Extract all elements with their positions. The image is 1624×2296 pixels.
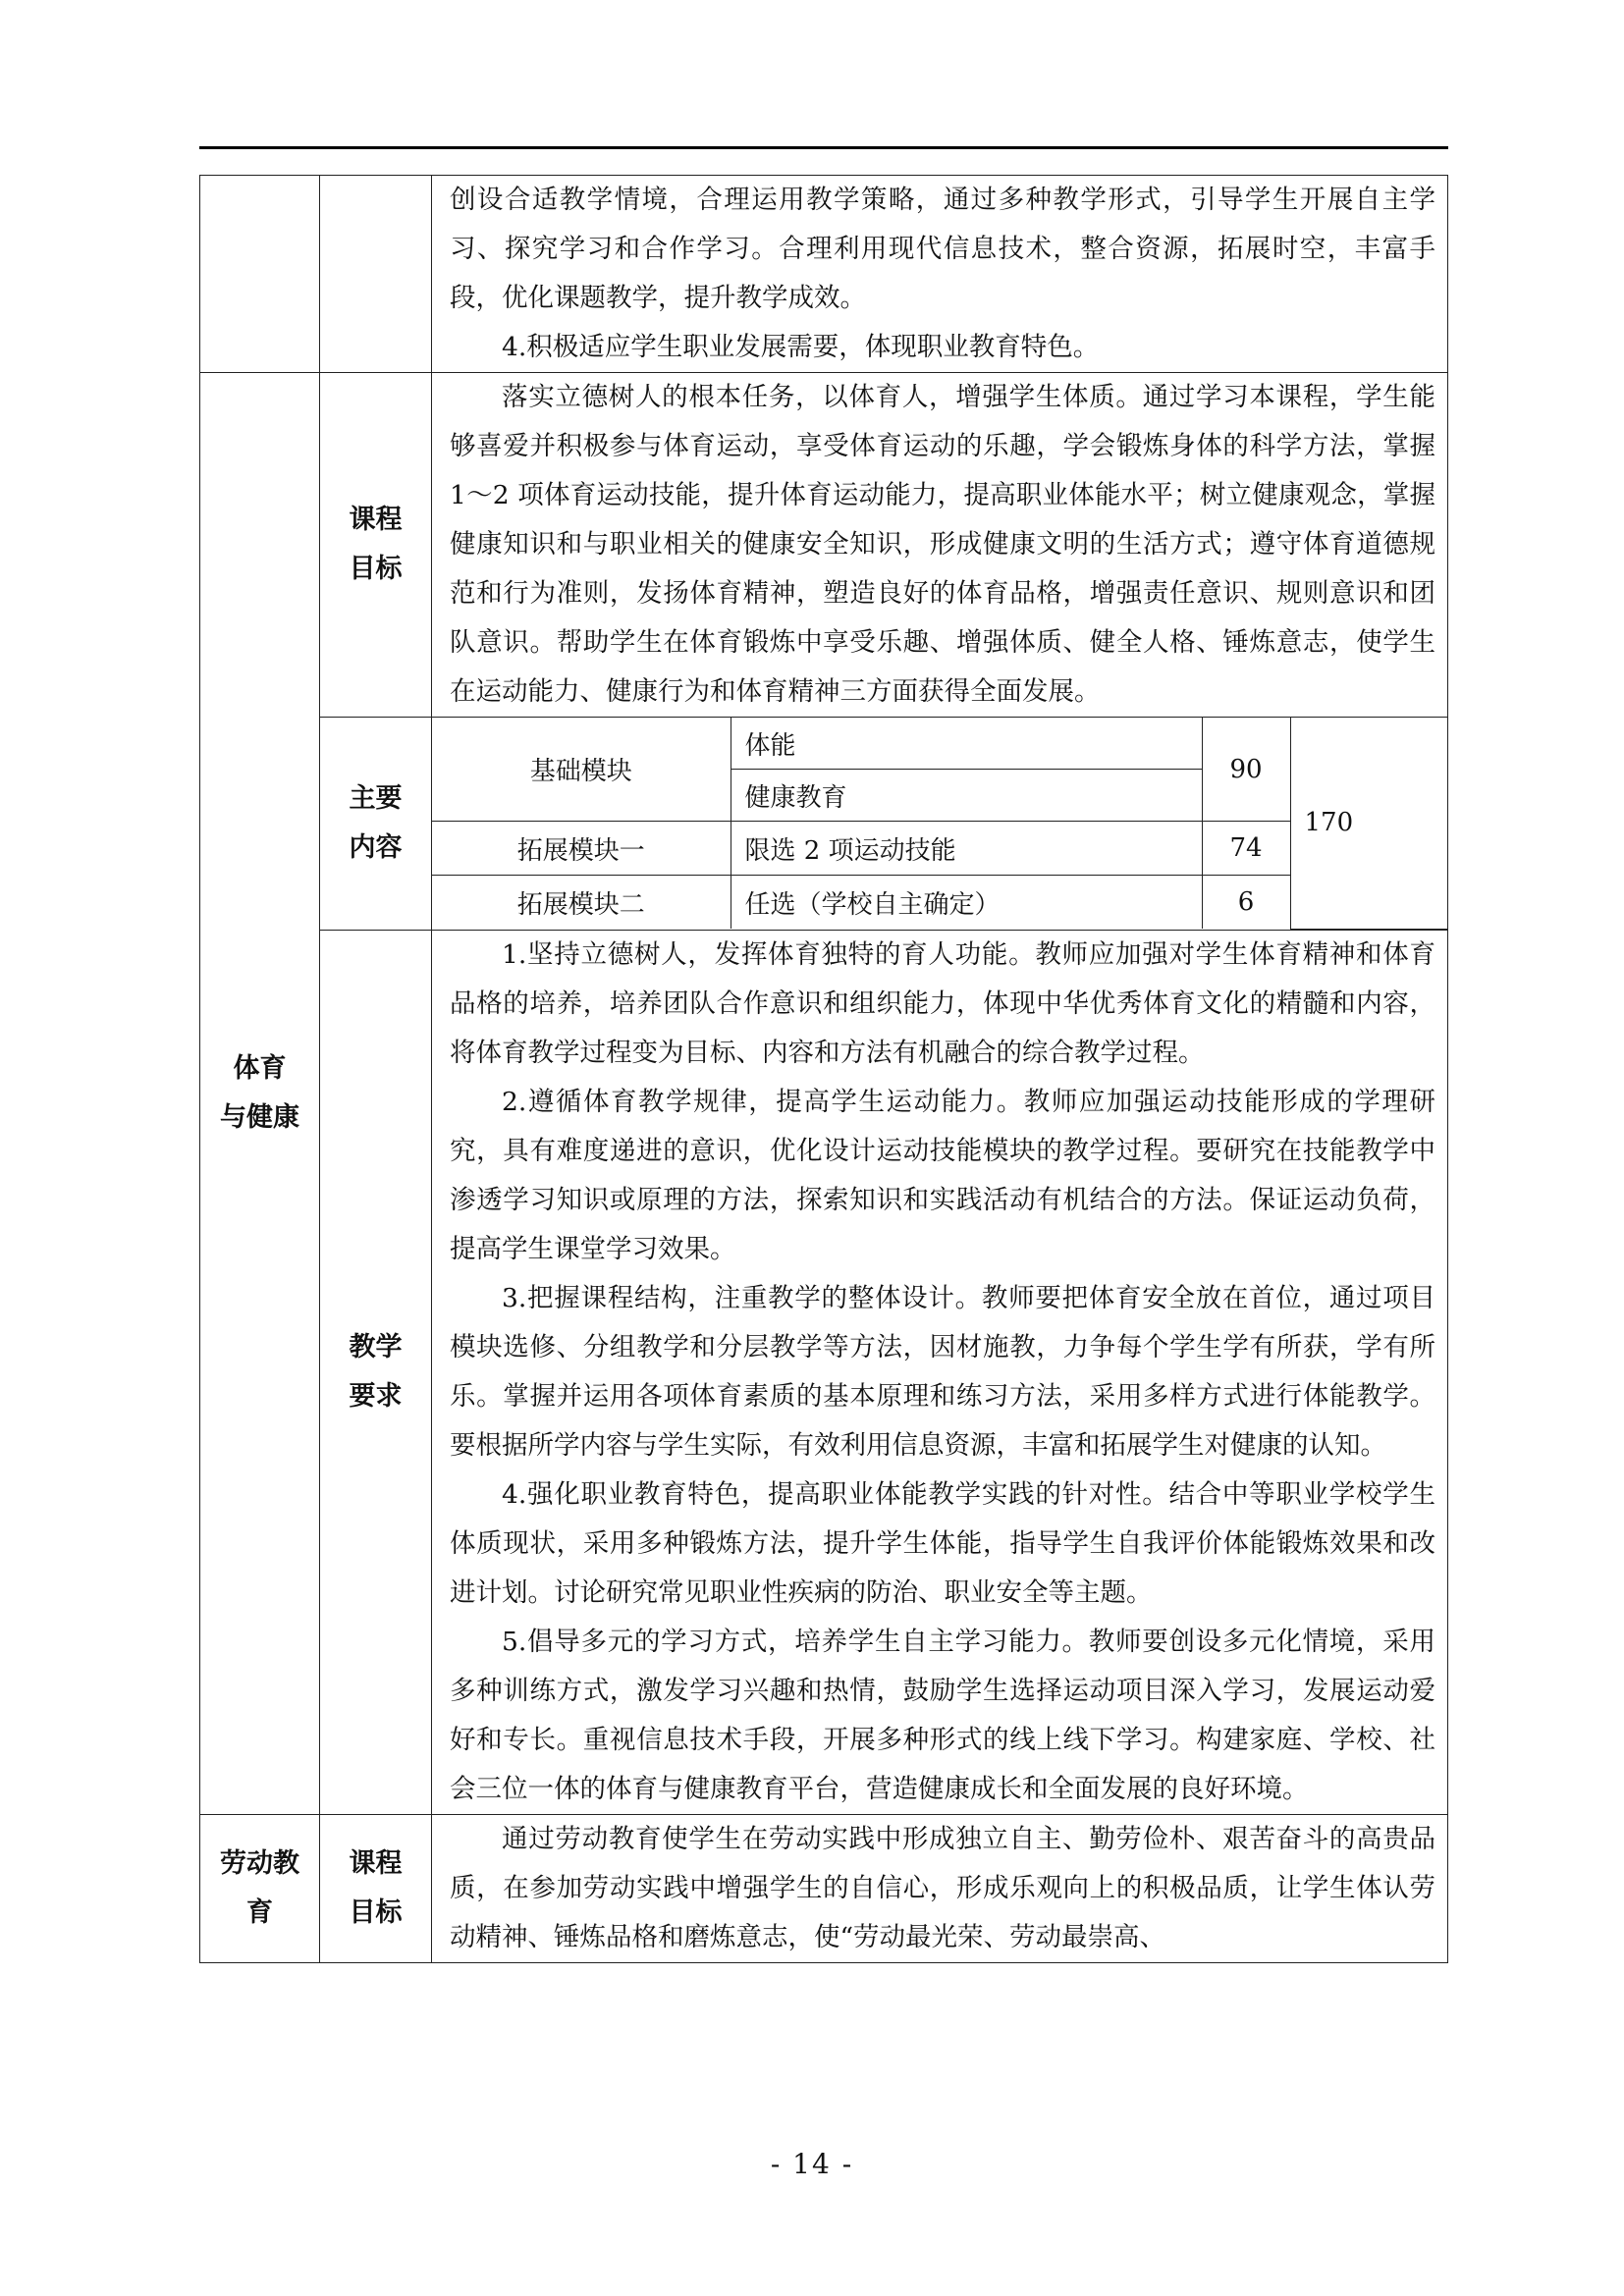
pe-content-label: 主要 内容 — [349, 782, 403, 863]
total-hours-cell: 170 — [1290, 718, 1447, 929]
labor-subject-cell — [200, 1814, 320, 1962]
labor-goals-text-cell — [432, 1814, 1448, 1962]
basic-item-cell: 体能 — [731, 718, 1202, 770]
labor-goals-label-cell — [320, 1814, 432, 1962]
page-number: - 14 - — [770, 2148, 854, 2180]
pe-content-row — [200, 718, 1448, 931]
requirement-paragraph: 4.强化职业教育特色，提高职业体能教学实践的针对性。结合中等职业学校学生体质现状，采用多种锻炼方法，提升学生体能，指导学生自我评价体能锻炼效果和改进计划。讨论研究常见职业性疾病的防治、职业安全等主题。 — [450, 1478, 1435, 1608]
ext1-hours-cell: 74 — [1202, 822, 1290, 876]
pe-content-table — [432, 718, 1447, 930]
pe-goals-text: 落实立德树人的根本任务，以体育人，增强学生体质。通过学习本课程，学生能够喜爱并积极参与体育运动，享受体育运动的乐趣，学会锻炼身体的科学方法，掌握 1～2 项体育运动技能，提升体育运动能力，提高职业体能水平；树立健康观念，掌握健康知识和与职业相关的健康安全知识，形成健康文明的生活方式；遵守体育道德规范和行为准则，发扬体育精神，塑造良好的体育品格，增强责任意识、规则意识和团队意识。帮助学生在体育锻炼中享受乐趣、增强体质、健全人格、锤炼意志，使学生在运动能力、健康行为和体育精神三方面获得全面发展。 — [450, 382, 1435, 707]
requirement-paragraph: 1.坚持立德树人，发挥体育独特的育人功能。教师应加强对学生体育精神和体育品格的培养，培养团队合作意识和组织能力，体现中华优秀体育文化的精髓和内容，将体育教学过程变为目标、内容和方法有机融合的综合教学过程。 — [450, 938, 1435, 1068]
pe-content-label-cell — [320, 718, 432, 931]
ext2-hours-cell: 6 — [1202, 876, 1290, 930]
continued-paragraph: 创设合适教学情境，合理运用教学策略，通过多种教学形式，引导学生开展自主学习、探究学习和合作学习。合理利用现代信息技术，整合资源，拓展时空，丰富手段，优化课题教学，提升教学成效。 — [450, 185, 1435, 313]
basic-module-cell: 基础模块 — [432, 718, 731, 822]
pe-goals-row — [200, 373, 1448, 718]
ext2-module-cell: 拓展模块二 — [432, 876, 731, 930]
continued-text-cell — [432, 176, 1448, 373]
pe-req-label-cell — [320, 930, 432, 1814]
requirement-paragraph: 3.把握课程结构，注重教学的整体设计。教师要把体育安全放在首位，通过项目模块选修、分组教学和分层教学等方法，因材施教，力争每个学生学有所获，学有所乐。掌握并运用各项体育素质的基本原理和练习方法，采用多样方式进行体能教学。要根据所学内容与学生实际，有效利用信息资源，丰富和拓展学生对健康的认知。 — [450, 1282, 1435, 1461]
ext1-module-cell: 拓展模块一 — [432, 822, 731, 876]
basic-hours-cell: 90 — [1202, 718, 1290, 822]
basic-item-cell: 健康教育 — [731, 770, 1202, 822]
labor-goals-text: 通过劳动教育使学生在劳动实践中形成独立自主、勤劳俭朴、艰苦奋斗的高贵品质，在参加劳动实践中增强学生的自信心，形成乐观向上的积极品质，让学生体认劳动精神、锤炼品格和磨炼意志，使“劳动最光荣、劳动最崇高、 — [450, 1823, 1435, 1952]
header-rule — [199, 146, 1448, 149]
labor-subject-label: 劳动教 育 — [220, 1847, 299, 1928]
labor-goals-label: 课程 目标 — [349, 1847, 403, 1928]
pe-goals-label: 课程 目标 — [349, 505, 403, 584]
pe-req-text-cell — [432, 930, 1448, 1814]
pe-subject-label: 体育 与健康 — [220, 1052, 299, 1133]
ext1-item-cell: 限选 2 项运动技能 — [731, 822, 1202, 876]
empty-subject-cell — [200, 176, 320, 373]
continued-row — [200, 176, 1448, 373]
pe-subject-cell — [200, 373, 320, 1815]
requirement-paragraph: 2.遵循体育教学规律，提高学生运动能力。教师应加强运动技能形成的学理研究，具有难度递进的意识，优化设计运动技能模块的教学过程。要研究在技能教学中渗透学习知识或原理的方法，探索知识和实践活动有机结合的方法。保证运动负荷，提高学生课堂学习效果。 — [450, 1086, 1435, 1264]
ext2-item-cell: 任选（学校自主确定） — [731, 876, 1202, 930]
pe-req-row — [200, 930, 1448, 1814]
requirement-paragraph: 5.倡导多元的学习方式，培养学生自主学习能力。教师要创设多元化情境，采用多种训练方式，激发学习兴趣和热情，鼓励学生选择运动项目深入学习，发展运动爱好和专长。重视信息技术手段，开展多种形式的线上线下学习。构建家庭、学校、社会三位一体的体育与健康教育平台，营造健康成长和全面发展的良好环境。 — [450, 1626, 1435, 1804]
pe-goals-label-cell — [320, 373, 432, 718]
empty-label-cell — [320, 176, 432, 373]
continued-paragraph: 4.积极适应学生职业发展需要，体现职业教育特色。 — [502, 332, 1100, 362]
pe-goals-text-cell — [432, 373, 1448, 718]
labor-goals-row — [200, 1814, 1448, 1962]
pe-content-table-cell — [432, 718, 1448, 931]
curriculum-table — [199, 175, 1448, 1963]
pe-req-label: 教学 要求 — [349, 1331, 403, 1412]
